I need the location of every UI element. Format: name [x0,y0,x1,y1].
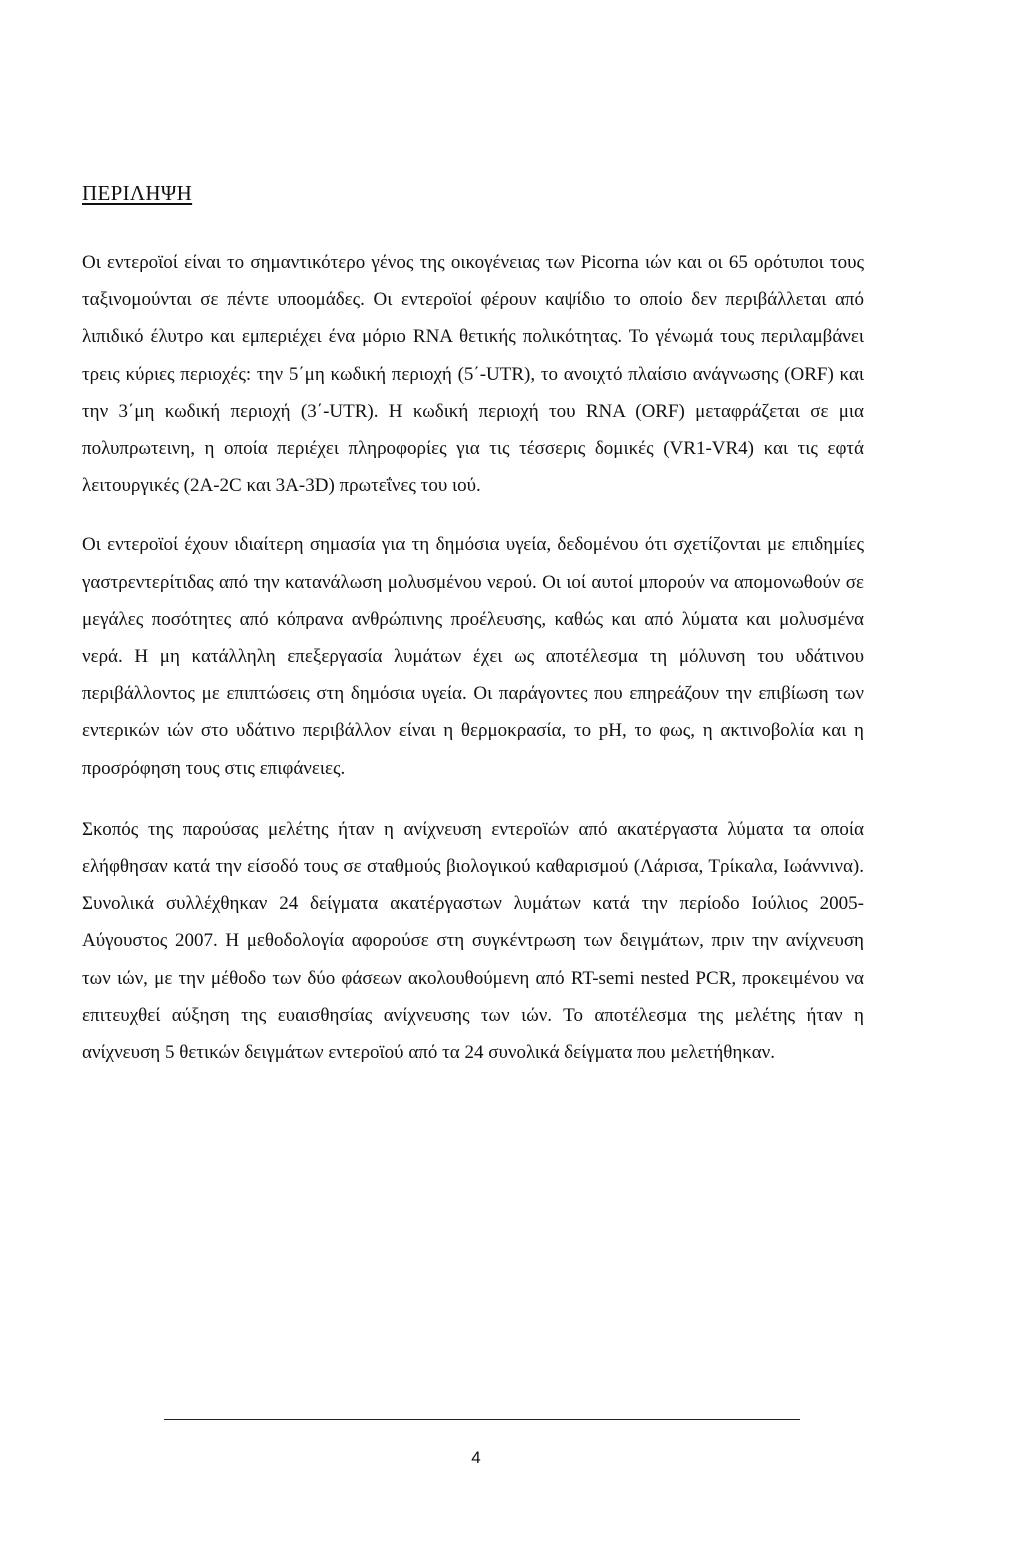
footer-divider [164,1419,800,1420]
abstract-paragraph-3: Σκοπός της παρούσας μελέτης ήταν η ανίχνευση εντεροϊών από ακατέργαστα λύματα τα οποία ελήφθησαν κατά την είσοδό τους σε σταθμούς βιολογικού καθαρισμού (Λάρισα, Τρίκαλα, Ιωάννινα). Συνολικά συλλέχθηκαν 24 δείγματα ακατέργαστων λυμάτων κατά την περίοδο Ιούλιος 2005-Αύγουστος 2007. Η μεθοδολογία αφορούσε στη συγκέντρωση των δειγμάτων, πριν την ανίχνευση των ιών, με την μέθοδο των δύο φάσεων ακολουθούμενη από RT-semi nested PCR, προκειμένου να επιτευχθεί αύξηση της ευαισθησίας ανίχνευσης των ιών. Το αποτέλεσμα της μελέτης ήταν η ανίχνευση 5 θετικών δειγμάτων εντεροϊού από τα 24 συνολικά δείγματα που μελετήθηκαν. [82,818,864,1064]
abstract-paragraph-2: Οι εντεροϊοί έχουν ιδιαίτερη σημασία για τη δημόσια υγεία, δεδομένου ότι σχετίζονται με επιδημίες γαστρεντερίτιδας από την κατανάλωση μολυσμένου νερού. Οι ιοί αυτοί μπορούν να απομονωθούν σε μεγάλες ποσότητες από κόπρανα ανθρώπινης προέλευσης, καθώς και από λύματα και μολυσμένα νερά. Η μη κατάλληλη επεξεργασία λυμάτων έχει ως αποτέλεσμα τη μόλυνση του υδάτινου περιβάλλοντος με επιπτώσεις στη δημόσια υγεία. Οι παράγοντες που επηρεάζουν την επιβίωση των εντερικών ιών στο υδάτινο περιβάλλον είναι η θερμοκρασία, το pH, το φως, η ακτινοβολία και η προσρόφηση τους στις επιφάνειες. [82,534,864,779]
abstract-paragraph-1: Οι εντεροϊοί είναι το σημαντικότερο γένος της οικογένειας των Picorna ιών και οι 65 ορότυποι τους ταξινομούνται σε πέντε υποομάδες. Οι εντεροϊοί φέρουν καψίδιο το οποίο δεν περιβάλλεται από λιπιδικό έλυτρο και εμπεριέχει ένα μόριο RNA θετικής πολικότητας. Το γένωμά τους περιλαμβάνει τρεις κύριες περιοχές: την 5΄μη κωδική περιοχή (5΄-UTR), το ανοιχτό πλαίσιο ανάγνωσης (ORF) και την 3΄μη κωδική περιοχή (3΄-UTR). Η κωδική περιοχή του RNA (ORF) μεταφράζεται σε μια πολυπρωτεινη, η οποία περιέχει πληροφορίες για τις τέσσερις δομικές (VR1-VR4) και τις εφτά λειτουργικές (2Α-2C και 3Α-3D) πρωτεΐνες του ιού. [82,252,864,497]
section-heading: ΠΕΡΙΛΗΨΗ [82,181,193,205]
page-number: 4 [471,1448,481,1467]
abstract-page [82,180,864,1071]
